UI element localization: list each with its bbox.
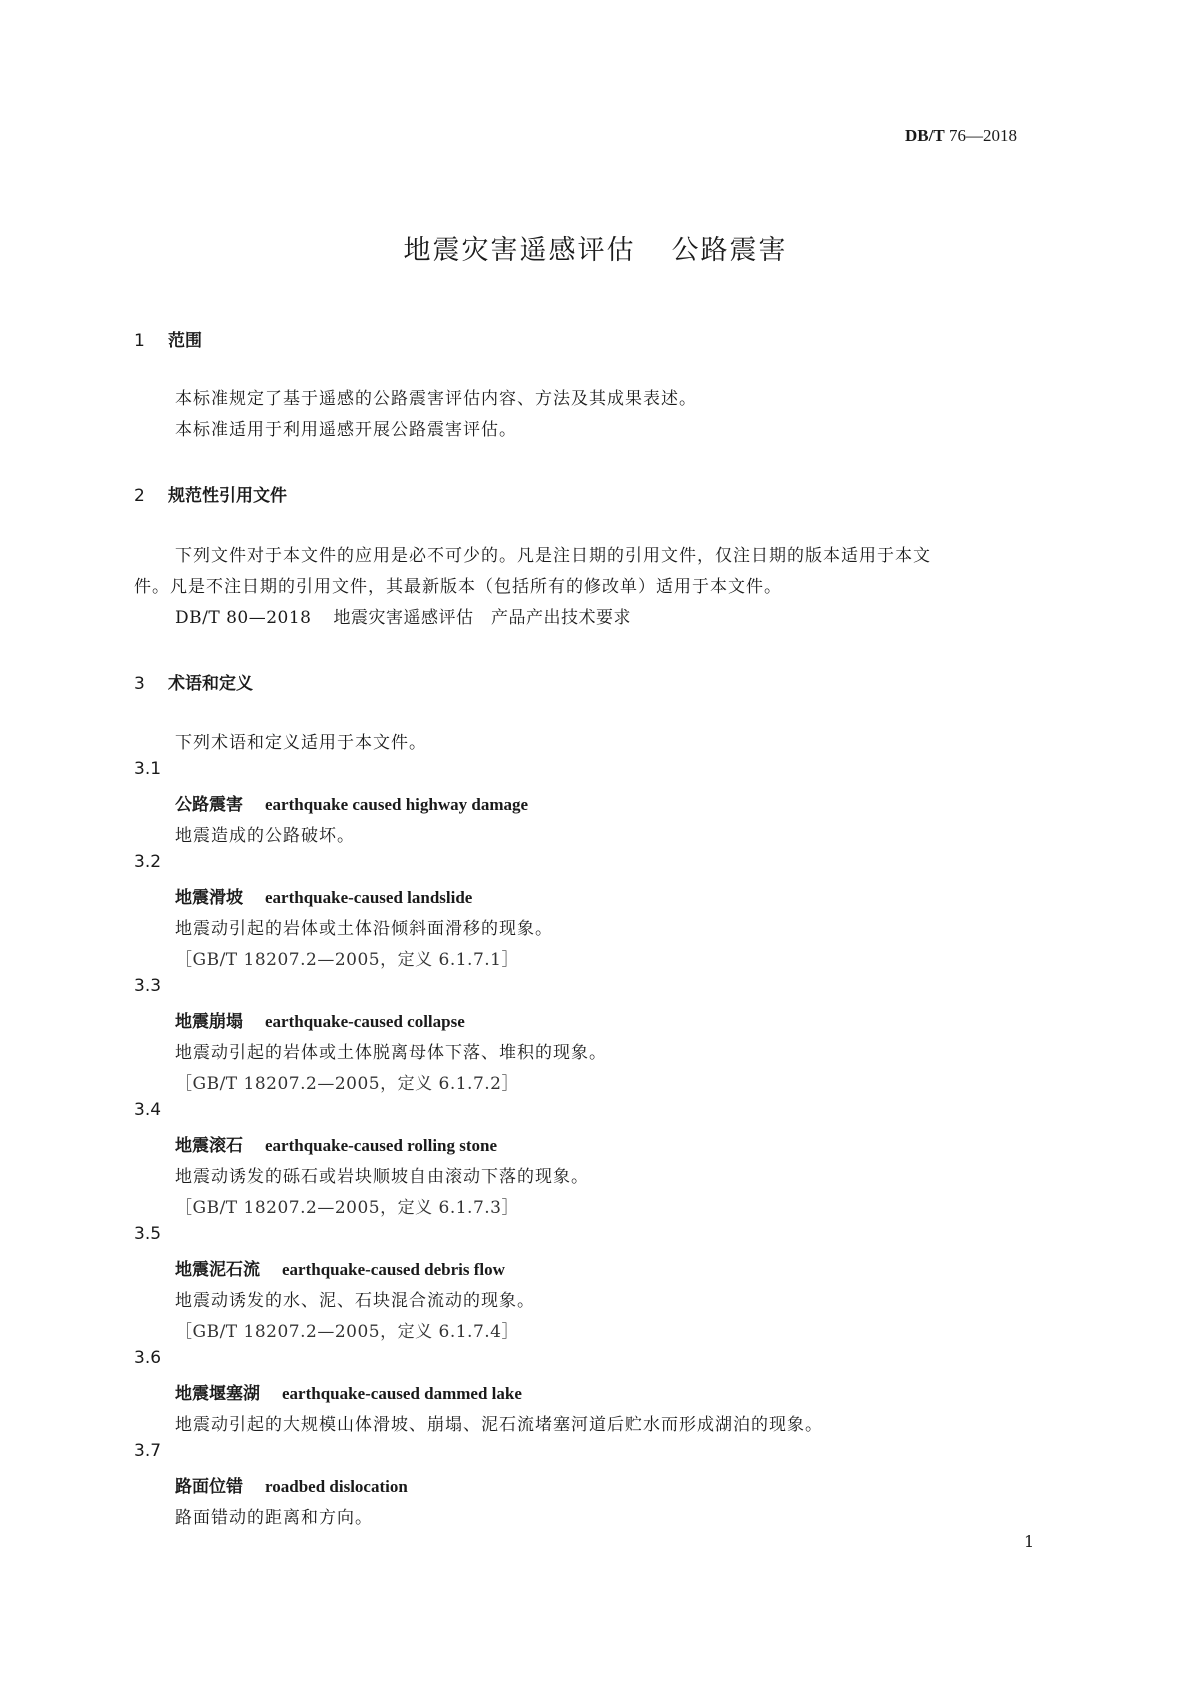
term-source: ［GB/T 18207.2—2005，定义 6.1.7.1］ xyxy=(175,950,519,970)
term-entry: 公路震害 earthquake caused highway damage xyxy=(175,795,529,815)
clause-number: 3.6 xyxy=(134,1348,162,1368)
term-source: ［GB/T 18207.2—2005，定义 6.1.7.3］ xyxy=(175,1198,519,1218)
term-definition: 地震动引起的岩体或土体沿倾斜面滑移的现象。 xyxy=(175,919,553,939)
term-definition: 地震动引起的大规模山体滑坡、崩塌、泥石流堵塞河道后贮水而形成湖泊的现象。 xyxy=(175,1415,823,1435)
section-heading-scope: 1 范围 xyxy=(134,331,202,351)
clause-number: 3.2 xyxy=(134,852,162,872)
term-entry: 地震滚石 earthquake-caused rolling stone xyxy=(175,1136,498,1156)
document-title: 地震灾害遥感评估 公路震害 xyxy=(403,235,788,266)
term-entry: 地震崩塌 earthquake-caused collapse xyxy=(175,1012,465,1032)
term-definition: 地震动诱发的砾石或岩块顺坡自由滚动下落的现象。 xyxy=(175,1167,589,1187)
term-definition: 路面错动的距离和方向。 xyxy=(175,1508,373,1528)
clause-number: 3.7 xyxy=(134,1441,162,1461)
term-source: ［GB/T 18207.2—2005，定义 6.1.7.4］ xyxy=(175,1322,519,1342)
term-definition: 地震动诱发的水、泥、石块混合流动的现象。 xyxy=(175,1291,535,1311)
term-definition: 地震动引起的岩体或土体脱离母体下落、堆积的现象。 xyxy=(175,1043,607,1063)
term-entry: 路面位错 roadbed dislocation xyxy=(175,1477,408,1497)
page-number: 1 xyxy=(1024,1532,1035,1551)
paragraph: 下列术语和定义适用于本文件。 xyxy=(175,733,427,753)
term-source: ［GB/T 18207.2—2005，定义 6.1.7.2］ xyxy=(175,1074,519,1094)
clause-number: 3.3 xyxy=(134,976,162,996)
section-heading-normative-references: 2 规范性引用文件 xyxy=(134,486,287,506)
clause-number: 3.1 xyxy=(134,759,162,779)
document-number: DB/T 76—2018 xyxy=(905,126,1017,145)
term-entry: 地震滑坡 earthquake-caused landslide xyxy=(175,888,473,908)
paragraph: 下列文件对于本文件的应用是必不可少的。凡是注日期的引用文件，仅注日期的版本适用于本文 xyxy=(175,546,931,566)
term-definition: 地震造成的公路破坏。 xyxy=(175,826,355,846)
term-entry: 地震堰塞湖 earthquake-caused dammed lake xyxy=(175,1384,522,1404)
paragraph: 本标准规定了基于遥感的公路震害评估内容、方法及其成果表述。 xyxy=(175,389,697,409)
term-entry: 地震泥石流 earthquake-caused debris flow xyxy=(175,1260,505,1280)
paragraph-continuation: 件。凡是不注日期的引用文件，其最新版本（包括所有的修改单）适用于本文件。 xyxy=(134,577,782,597)
referenced-document: DB/T 80—2018 地震灾害遥感评估 产品产出技术要求 xyxy=(175,608,631,628)
paragraph: 本标准适用于利用遥感开展公路震害评估。 xyxy=(175,420,517,440)
clause-number: 3.4 xyxy=(134,1100,162,1120)
section-heading-terms: 3 术语和定义 xyxy=(134,674,253,694)
clause-number: 3.5 xyxy=(134,1224,162,1244)
